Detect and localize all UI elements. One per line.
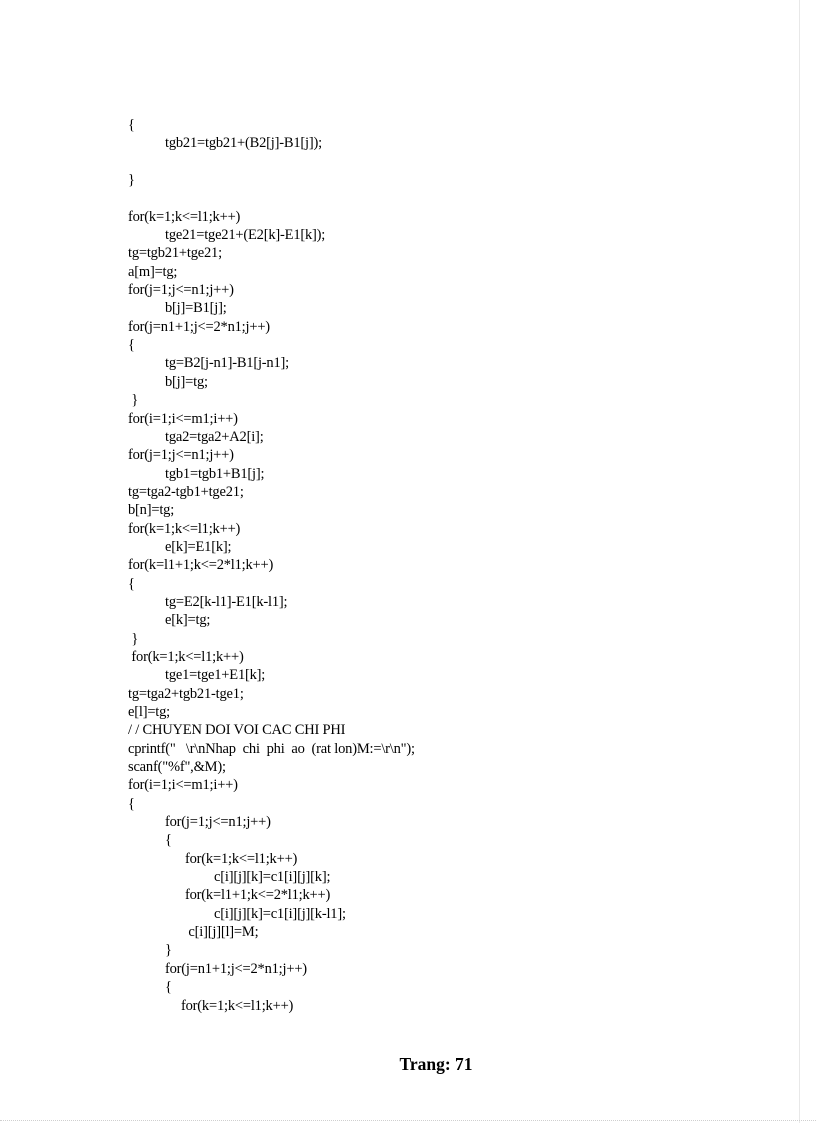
code-line: b[j]=tg; (165, 373, 208, 390)
code-line: for(i=1;i<=m1;i++) (128, 410, 238, 427)
code-line: { (165, 832, 172, 849)
code-line: a[m]=tg; (128, 263, 178, 280)
code-line: e[k]=tg; (165, 612, 211, 629)
code-line: { (128, 117, 135, 133)
code-line: tg=B2[j-n1]-B1[j-n1]; (165, 355, 289, 372)
code-line: tg=tgb21+tge21; (128, 245, 222, 262)
code-line: for(j=n1+1;j<=2*n1;j++) (128, 318, 270, 335)
code-line: scanf("%f",&M); (128, 759, 226, 776)
code-line: / / CHUYEN DOI VOI CAC CHI PHI (128, 722, 346, 739)
code-line: tg=E2[k-l1]-E1[k-l1]; (165, 593, 288, 610)
page-edge-right (799, 0, 800, 1123)
code-line: for(k=1;k<=l1;k++) (128, 208, 241, 225)
code-line: for(k=l1+1;k<=2*l1;k++) (185, 887, 331, 904)
code-line: { (128, 795, 135, 812)
code-line: for(k=1;k<=l1;k++) (128, 648, 244, 665)
code-line: for(j=1;j<=n1;j++) (128, 282, 234, 299)
code-line: tgb21=tgb21+(B2[j]-B1[j]); (165, 135, 322, 152)
code-line: } (165, 942, 172, 959)
code-line: for(k=l1+1;k<=2*l1;k++) (128, 557, 274, 574)
code-line: tg=tga2+tgb21-tge1; (128, 685, 244, 702)
code-line: e[l]=tg; (128, 704, 171, 720)
code-line: cprintf(" \r\nNhap chi phi ao (rat lon)M:=\r\n"); (128, 740, 415, 757)
code-line: tga2=tga2+A2[i]; (165, 428, 264, 445)
code-line: c[i][j][k]=c1[i][j][k]; (214, 869, 331, 886)
code-line: b[j]=B1[j]; (165, 300, 227, 317)
page-number: Trang: 71 (399, 1054, 473, 1074)
code-line: } (128, 172, 135, 189)
code-line: tge1=tge1+E1[k]; (165, 667, 266, 684)
code-line: for(j=n1+1;j<=2*n1;j++) (165, 960, 307, 977)
code-line: for(k=1;k<=l1;k++) (185, 850, 298, 867)
code-line: for(k=1;k<=l1;k++) (181, 997, 294, 1014)
page-edge-bottom (0, 1120, 816, 1121)
code-line: tge21=tge21+(E2[k]-E1[k]); (165, 227, 326, 244)
code-line: for(k=1;k<=l1;k++) (128, 520, 241, 537)
code-block (128, 116, 688, 1015)
code-line: { (128, 337, 135, 354)
code-line: tg=tga2-tgb1+tge21; (128, 483, 244, 500)
code-line: } (128, 630, 139, 647)
code-line: { (165, 979, 172, 996)
code-line: c[i][j][k]=c1[i][j][k-l1]; (214, 905, 346, 922)
code-line: c[i][j][l]=M; (185, 924, 259, 941)
code-line: for(j=1;j<=n1;j++) (165, 814, 271, 831)
code-line (128, 189, 688, 207)
code-line: b[n]=tg; (128, 502, 175, 519)
code-line: } (128, 392, 139, 409)
code-line (128, 153, 688, 171)
code-line: e[k]=E1[k]; (165, 538, 232, 555)
code-line: for(i=1;i<=m1;i++) (128, 777, 238, 794)
code-line: { (128, 575, 135, 592)
code-line: for(j=1;j<=n1;j++) (128, 447, 234, 464)
code-line: tgb1=tgb1+B1[j]; (165, 465, 265, 482)
